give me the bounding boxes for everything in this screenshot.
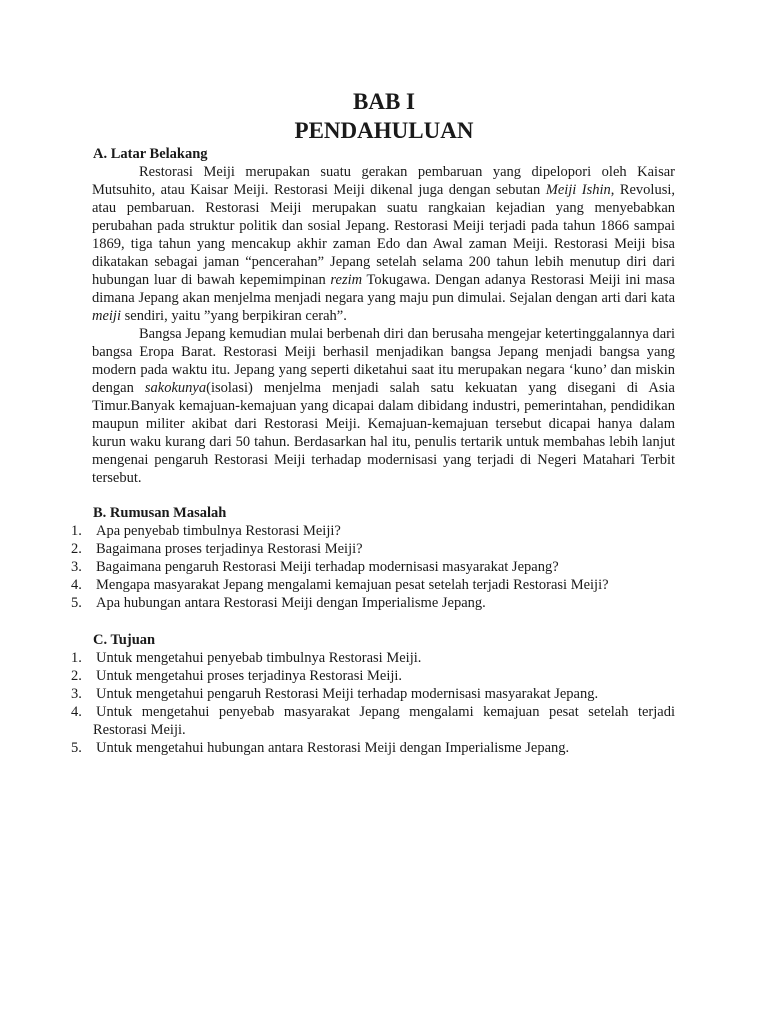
- list-text: Apa hubungan antara Restorasi Meiji dengan Imperialisme Jepang.: [96, 595, 486, 611]
- list-number: 5.: [71, 740, 82, 756]
- list-item: [0, 685, 768, 703]
- list-number: 1.: [71, 650, 82, 666]
- chapter-number: BAB I: [353, 89, 415, 114]
- chapter-title: PENDAHULUAN: [294, 118, 474, 143]
- list-number: 2.: [71, 668, 82, 684]
- paragraph-1-text-2: , Revolusi, atau pembaruan. Restorasi Meiji merupakan suatu rangkaian kejadian yang menyebabkan perubahan pada struktur politik dan sosial Jepang. Restorasi Meiji terjadi pada tahun 1866 sampai 1869, tiga tahun yang mencakup akhir zaman Edo dan Awal zaman Meiji. Restorasi Meiji bisa dikatakan sebagai jaman “pencerahan” Jepang setelah selama 200 tahun lebih menutup diri dari hubungan luar di bawah kepemimpinan: [92, 182, 675, 288]
- list-text: Untuk mengetahui penyebab timbulnya Restorasi Meiji.: [96, 650, 422, 666]
- list-text: Bagaimana proses terjadinya Restorasi Meiji?: [96, 541, 363, 557]
- paragraph-2-text-1: Bangsa Jepang kemudian mulai berbenah diri dan berusaha mengejar ketertinggalannya dari bangsa Eropa Barat. Restorasi Meiji berhasil menjadikan bangsa Jepang menjadi bangsa yang modern pada waktu itu. Jepang yang seperti diketahui saat itu merupakan negara ‘kuno’ dan miskin dengan: [92, 326, 675, 396]
- list-item: [0, 739, 768, 757]
- list-text: Untuk mengetahui pengaruh Restorasi Meiji terhadap modernisasi masyarakat Jepang.: [96, 686, 599, 702]
- list-number: 2.: [71, 541, 82, 557]
- list-text: Untuk mengetahui penyebab masyarakat Jepang mengalami kemajuan pesat setelah terjadi Restorasi Meiji.: [93, 704, 675, 738]
- list-number: 1.: [71, 523, 82, 539]
- paragraph-1-italic-2: rezim: [330, 272, 363, 288]
- paragraph-1-text-3: Tokugawa. Dengan adanya Restorasi Meiji ini masa dimana Jepang akan menjelma menjadi negara yang maju pun dimulai. Sejalan dengan arti dari kata: [92, 272, 675, 306]
- list-item: [0, 667, 768, 685]
- list-number: 3.: [71, 686, 82, 702]
- section-b-heading: B. Rumusan Masalah: [93, 505, 227, 521]
- list-item: [0, 576, 768, 594]
- list-number: 4.: [71, 704, 82, 720]
- list-item: [0, 558, 768, 576]
- list-item: [0, 522, 768, 540]
- list-item: [0, 703, 768, 739]
- list-item: [0, 540, 768, 558]
- background-paragraph-1: [92, 163, 675, 325]
- list-text: Bagaimana pengaruh Restorasi Meiji terhadap modernisasi masyarakat Jepang?: [96, 559, 559, 575]
- list-text: Mengapa masyarakat Jepang mengalami kemajuan pesat setelah terjadi Restorasi Meiji?: [96, 577, 609, 593]
- list-number: 3.: [71, 559, 82, 575]
- list-item: [0, 649, 768, 667]
- list-text: Untuk mengetahui hubungan antara Restorasi Meiji dengan Imperialisme Jepang.: [96, 740, 570, 756]
- list-text: Apa penyebab timbulnya Restorasi Meiji?: [96, 523, 341, 539]
- objectives-list: [0, 649, 768, 757]
- problem-list: [0, 522, 768, 612]
- section-a-body: [92, 163, 675, 487]
- section-c-heading: C. Tujuan: [93, 632, 156, 648]
- list-number: 5.: [71, 595, 82, 611]
- paragraph-2-italic-1: sakokunya: [144, 380, 207, 396]
- list-number: 4.: [71, 577, 82, 593]
- paragraph-1-italic-1: Meiji Ishin: [545, 182, 611, 198]
- section-a-heading: A. Latar Belakang: [93, 146, 208, 162]
- paragraph-1-text-4: sendiri, yaitu ”yang berpikiran cerah”.: [121, 308, 347, 324]
- list-text: Untuk mengetahui proses terjadinya Restorasi Meiji.: [96, 668, 403, 684]
- paragraph-2-text-2: (isolasi) menjelma menjadi salah satu kekuatan yang disegani di Asia Timur.Banyak kemajuan-kemajuan yang dicapai dalam dibidang industri, pemerintahan, pendidikan maupun militer akibat dari Restorasi Meiji. Kemajuan-kemajuan tersebut dicapai hanya dalam kurun waku kurang dari 50 tahun. Berdasarkan hal itu, penulis tertarik untuk membahas lebih lanjut mengenai pengaruh Restorasi Meiji terhadap modernisasi yang terjadi di Negeri Matahari Terbit tersebut.: [92, 380, 675, 486]
- paragraph-1-text-1: Restorasi Meiji merupakan suatu gerakan pembaruan yang dipelopori oleh Kaisar Mutsuhito, atau Kaisar Meiji. Restorasi Meiji dikenal juga dengan sebutan: [92, 164, 675, 198]
- paragraph-1-italic-3: meiji: [92, 308, 121, 324]
- background-paragraph-2: [92, 325, 675, 487]
- list-item: [0, 594, 768, 612]
